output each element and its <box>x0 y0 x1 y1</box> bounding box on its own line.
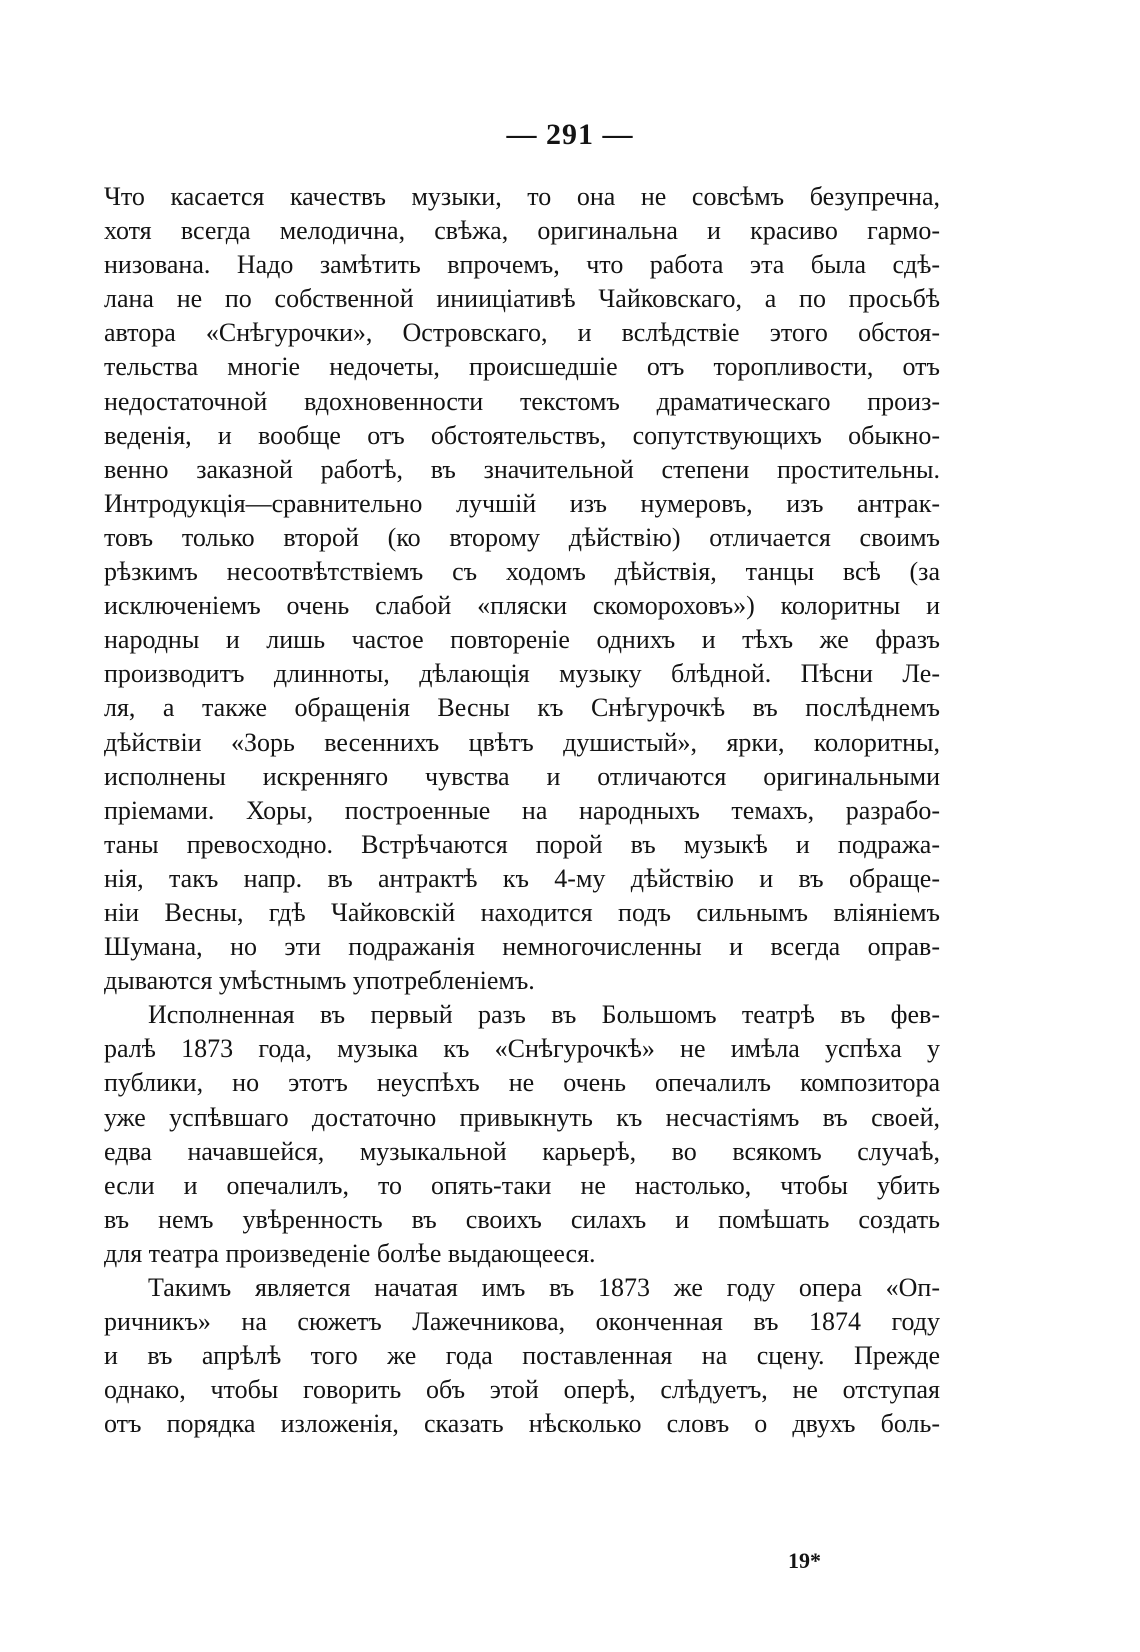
text-line: уже успѣвшаго достаточно привыкнуть къ несчастіямъ въ своей, <box>104 1102 940 1132</box>
text-line: венно заказной работѣ, въ значительной степени простительны. <box>104 454 940 484</box>
text-line: для театра произведеніе болѣе выдающееся. <box>104 1238 596 1268</box>
text-line: тельства многіе недочеты, происшедшіе отъ торопливости, отъ <box>104 352 940 382</box>
text-line: Такимъ является начатая имъ въ 1873 же году опера «Оп- <box>148 1273 940 1302</box>
body-text <box>104 180 940 1441</box>
text-line: дѣйствіи «Зорь весеннихъ цвѣтъ душистый», ярки, колоритны, <box>104 727 940 757</box>
text-line: едва начавшейся, музыкальной карьерѣ, во всякомъ случаѣ, <box>104 1136 940 1166</box>
text-line: товъ только второй (ко второму дѣйствію) отличается своимъ <box>104 522 940 552</box>
text-line: недостаточной вдохновенности текстомъ драматическаго произ- <box>104 386 940 416</box>
text-line: и въ апрѣлѣ того же года поставленная на сцену. Прежде <box>104 1341 940 1371</box>
text-line: автора «Снѣгурочки», Островскаго, и вслѣдствіе этого обстоя- <box>104 318 940 348</box>
text-line: отъ порядка изложенія, сказать нѣсколько словъ о двухъ боль- <box>104 1409 940 1439</box>
text-line: ралѣ 1873 года, музыка къ «Снѣгурочкѣ» не имѣла успѣха у <box>104 1034 940 1064</box>
page-number: — 291 — <box>506 118 634 151</box>
paragraph-3 <box>104 1271 940 1441</box>
text-line: Что касается качествъ музыки, то она не совсѣмъ безупречна, <box>104 182 940 211</box>
text-line: лана не по собственной инииціативѣ Чайковскаго, а по просьбѣ <box>104 284 940 314</box>
text-line: если и опечалилъ, то опять-таки не настолько, чтобы убить <box>104 1170 940 1200</box>
text-line: Исполненная въ первый разъ въ Большомъ театрѣ въ фев- <box>148 1000 940 1030</box>
text-line: веденія, и вообще отъ обстоятельствъ, сопутствующихъ обыкно- <box>104 420 940 450</box>
text-line: дываются умѣстнымъ употребленіемъ. <box>104 966 535 996</box>
text-line: нія, такъ напр. въ антрактѣ къ 4-му дѣйствію и въ обраще- <box>104 863 940 893</box>
text-line: въ немъ увѣренность въ своихъ силахъ и помѣшать создать <box>104 1204 940 1234</box>
text-line: Шумана, но эти подражанія немногочисленны и всегда оправ- <box>104 932 940 962</box>
paragraph-2 <box>104 998 940 1271</box>
text-line: производитъ длинноты, дѣлающія музыку блѣдной. Пѣсни Ле- <box>104 659 940 689</box>
text-line: низована. Надо замѣтить впрочемъ, что работа эта была сдѣ- <box>104 250 940 280</box>
text-line: публики, но этотъ неуспѣхъ не очень опечалилъ композитора <box>104 1068 940 1098</box>
paragraph-1 <box>104 180 940 998</box>
text-line: однако, чтобы говорить объ этой оперѣ, слѣдуетъ, не отступая <box>104 1375 940 1405</box>
text-line: ніи Весны, гдѣ Чайковскій находится подъ сильнымъ вліяніемъ <box>104 897 940 927</box>
signature-mark: 19* <box>788 1548 821 1573</box>
text-line: исключеніемъ очень слабой «пляски скомороховъ») колоритны и <box>104 591 940 621</box>
text-line: рѣзкимъ несоотвѣтствіемъ съ ходомъ дѣйствія, танцы всѣ (за <box>104 557 940 587</box>
text-line: Интродукція—сравнительно лучшій изъ нумеровъ, изъ антрак- <box>104 488 940 518</box>
text-line: исполнены искренняго чувства и отличаются оригинальными <box>104 761 940 791</box>
text-line: пріемами. Хоры, построенные на народныхъ темахъ, разрабо- <box>104 795 940 825</box>
text-line: ричникъ» на сюжетъ Лажечникова, оконченная въ 1874 году <box>104 1307 940 1337</box>
text-line: таны превосходно. Встрѣчаются порой въ музыкѣ и подража- <box>104 829 940 859</box>
text-line: ля, а также обращенія Весны къ Снѣгурочкѣ въ послѣднемъ <box>104 693 940 723</box>
text-line: народны и лишь частое повтореніе однихъ и тѣхъ же фразъ <box>104 625 940 655</box>
text-line: хотя всегда мелодична, свѣжа, оригинальна и красиво гармо- <box>104 216 940 246</box>
